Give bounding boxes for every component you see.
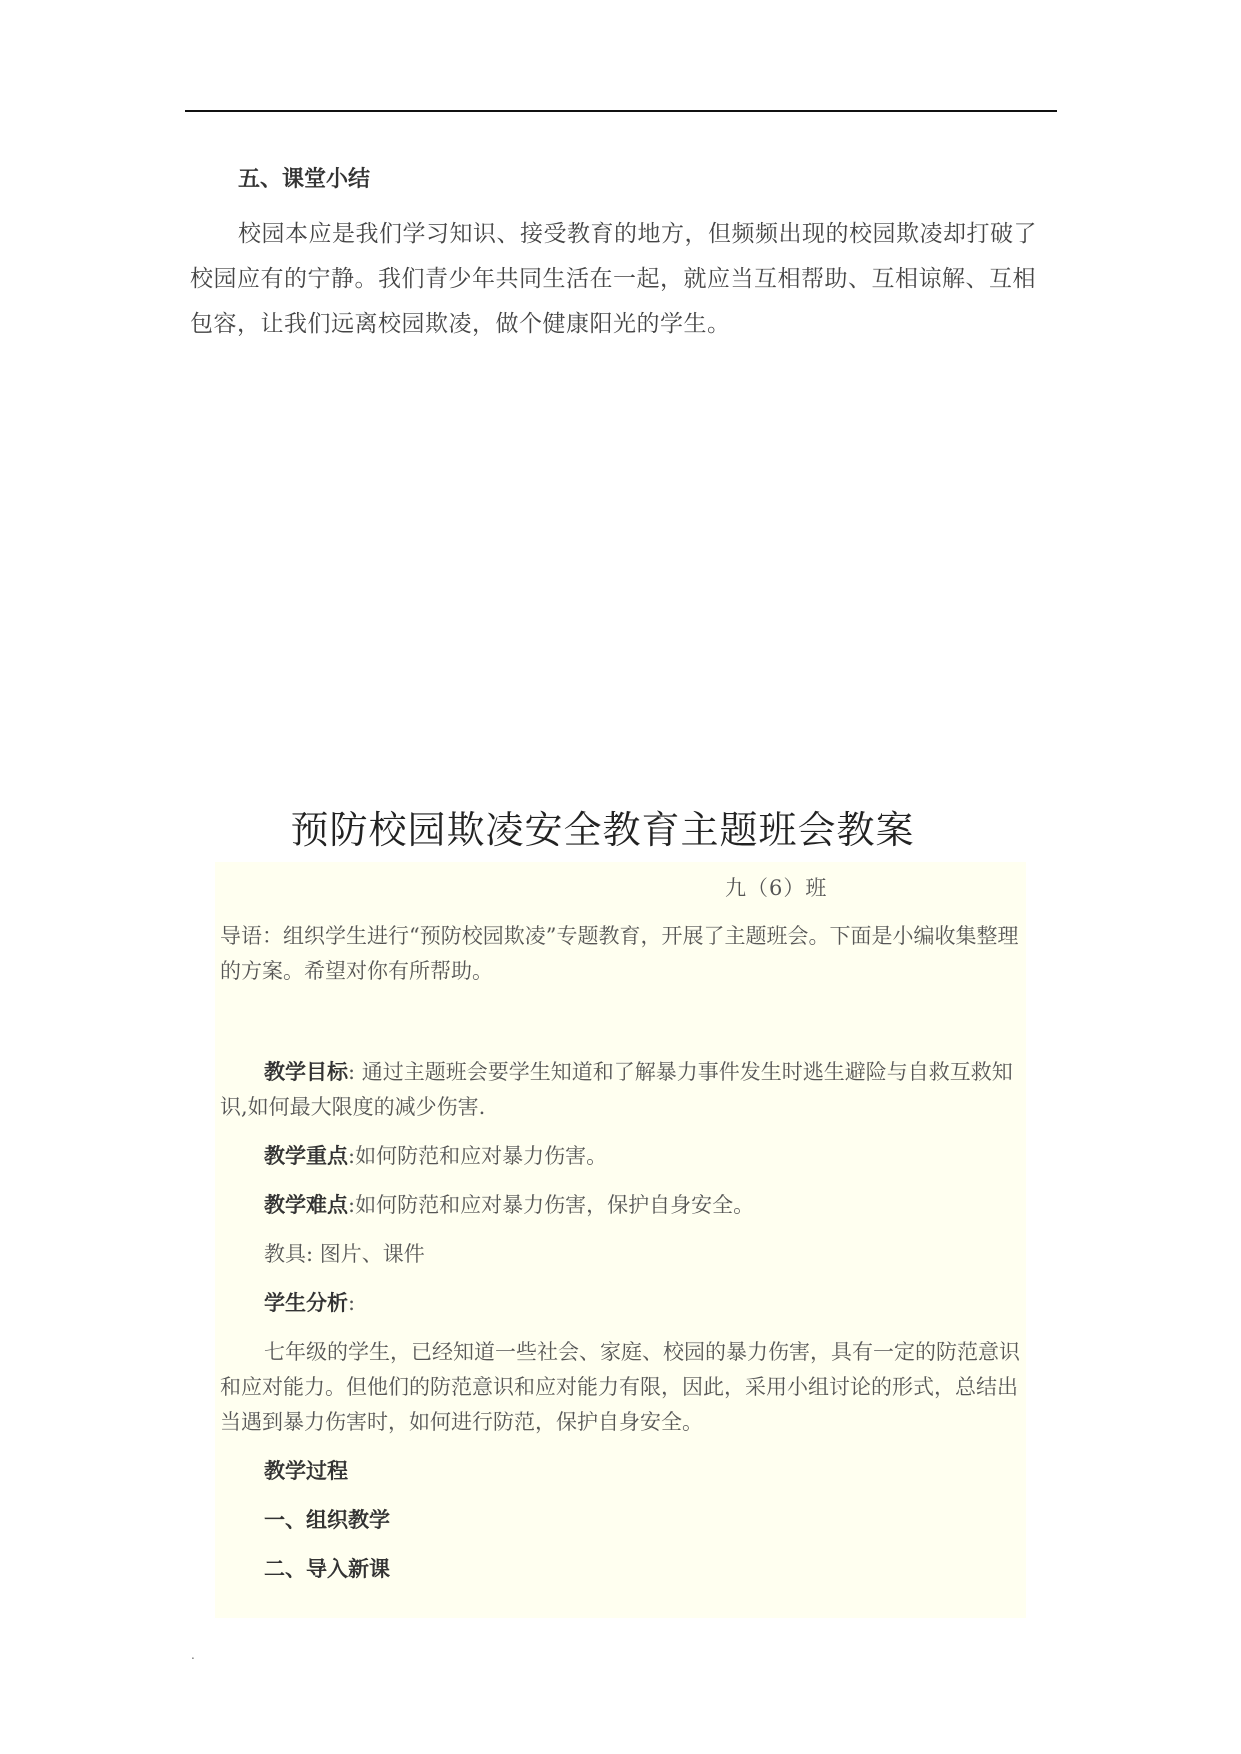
key-point-label: 教学重点 bbox=[264, 1144, 348, 1168]
objective-paragraph bbox=[220, 1055, 1020, 1125]
key-point-text: :如何防范和应对暴力伤害。 bbox=[348, 1144, 608, 1168]
student-analysis-label: 学生分析 bbox=[264, 1291, 348, 1315]
objective-text: : 通过主题班会要学生知道和了解暴力事件发生时逃生避险与自救互救知识,如何最大限度的减少伤害. bbox=[220, 1060, 1013, 1119]
difficulty-text: :如何防范和应对暴力伤害，保护自身安全。 bbox=[348, 1193, 755, 1217]
step-one-heading: 一、组织教学 bbox=[264, 1508, 390, 1532]
difficulty-paragraph bbox=[220, 1188, 1020, 1223]
process-heading: 教学过程 bbox=[264, 1459, 348, 1483]
teaching-aids: 教具: 图片、课件 bbox=[264, 1242, 425, 1266]
student-analysis-colon: : bbox=[348, 1291, 356, 1315]
lesson-plan-body bbox=[220, 1055, 1020, 1601]
class-label: 九（6）班 bbox=[725, 876, 828, 900]
header-rule bbox=[185, 110, 1057, 112]
footer-mark: . bbox=[191, 1648, 195, 1662]
summary-section bbox=[190, 160, 1056, 347]
intro-paragraph: 导语：组织学生进行“预防校园欺凌”专题教育，开展了主题班会。下面是小编收集整理的方案。希望对你有所帮助。 bbox=[220, 924, 1019, 983]
difficulty-label: 教学难点 bbox=[264, 1193, 348, 1217]
student-analysis-paragraph: 七年级的学生，已经知道一些社会、家庭、校园的暴力伤害，具有一定的防范意识和应对能力。但他们的防范意识和应对能力有限，因此，采用小组讨论的形式，总结出当遇到暴力伤害时，如何进行防范，保护自身安全。 bbox=[220, 1340, 1020, 1434]
summary-heading: 五、课堂小结 bbox=[238, 167, 371, 192]
summary-paragraph: 校园本应是我们学习知识、接受教育的地方，但频频出现的校园欺凌却打破了校园应有的宁静。我们青少年共同生活在一起，就应当互相帮助、互相谅解、互相包容，让我们远离校园欺凌，做个健康阳光的学生。 bbox=[190, 221, 1037, 337]
step-two-heading: 二、导入新课 bbox=[264, 1557, 390, 1581]
key-point-paragraph bbox=[220, 1139, 1020, 1174]
student-analysis-heading bbox=[220, 1286, 1020, 1321]
lesson-plan-title: 预防校园欺凌安全教育主题班会教案 bbox=[290, 808, 915, 852]
lesson-plan-box bbox=[215, 862, 1026, 1618]
objective-label: 教学目标 bbox=[264, 1060, 348, 1084]
